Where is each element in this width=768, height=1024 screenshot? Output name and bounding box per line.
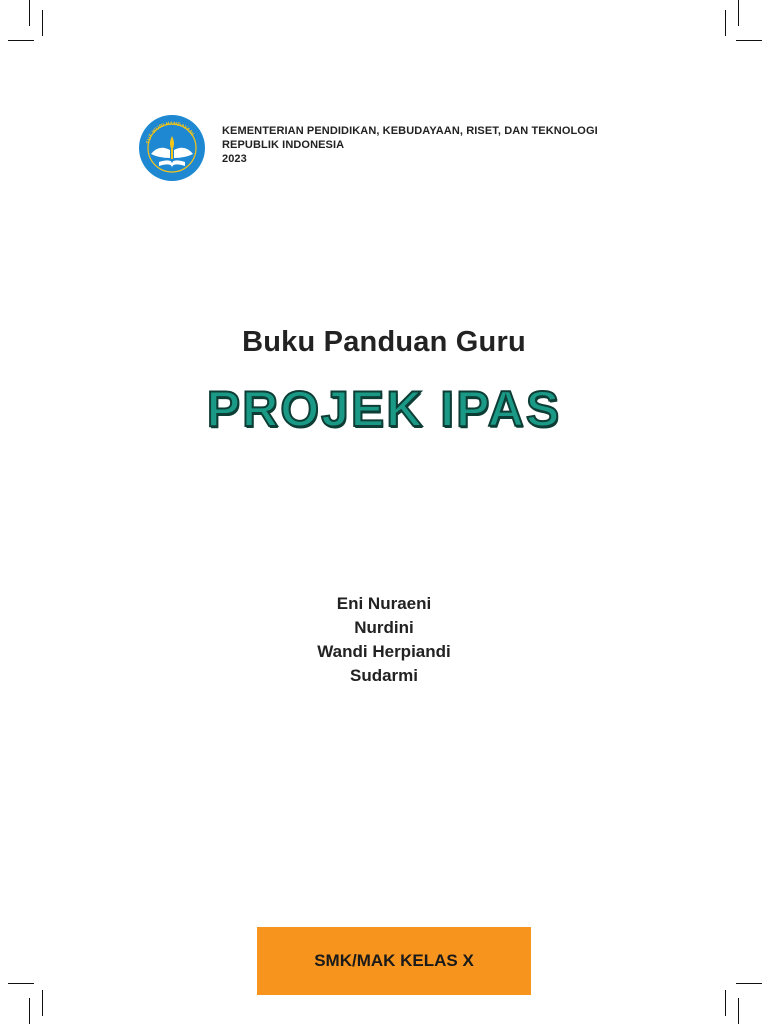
tut-wuri-handayani-logo-icon <box>137 114 207 182</box>
ministry-name: KEMENTERIAN PENDIDIKAN, KEBUDAYAAN, RISET, DAN TEKNOLOGI <box>222 125 598 137</box>
crop-mark <box>738 998 739 1024</box>
author-name: Sudarmi <box>349 666 419 685</box>
author-name: Wandi Herpiandi <box>317 642 451 661</box>
svg-text:TUT WURI HANDAYANI: TUT WURI HANDAYANI <box>145 120 195 145</box>
crop-mark <box>42 990 43 1016</box>
crop-mark <box>8 40 34 41</box>
book-subtitle: Buku Panduan Guru <box>242 326 526 358</box>
crop-mark <box>29 998 30 1024</box>
author-name: Nurdini <box>354 618 414 637</box>
crop-mark <box>42 10 43 36</box>
publisher-header <box>137 114 598 182</box>
crop-mark <box>29 0 30 26</box>
crop-mark <box>738 0 739 26</box>
crop-mark <box>725 990 726 1016</box>
country-name: REPUBLIK INDONESIA <box>222 139 345 151</box>
crop-mark <box>8 983 34 984</box>
class-level-label: SMK/MAK KELAS X <box>314 951 474 970</box>
book-title: PROJEK IPAS <box>206 381 562 437</box>
publication-year: 2023 <box>222 153 247 165</box>
crop-mark <box>736 40 762 41</box>
author-name: Eni Nuraeni <box>336 594 432 613</box>
crop-mark <box>725 10 726 36</box>
class-level-box <box>257 927 531 995</box>
crop-mark <box>736 983 762 984</box>
publisher-block <box>222 124 598 166</box>
author-list <box>0 592 768 688</box>
